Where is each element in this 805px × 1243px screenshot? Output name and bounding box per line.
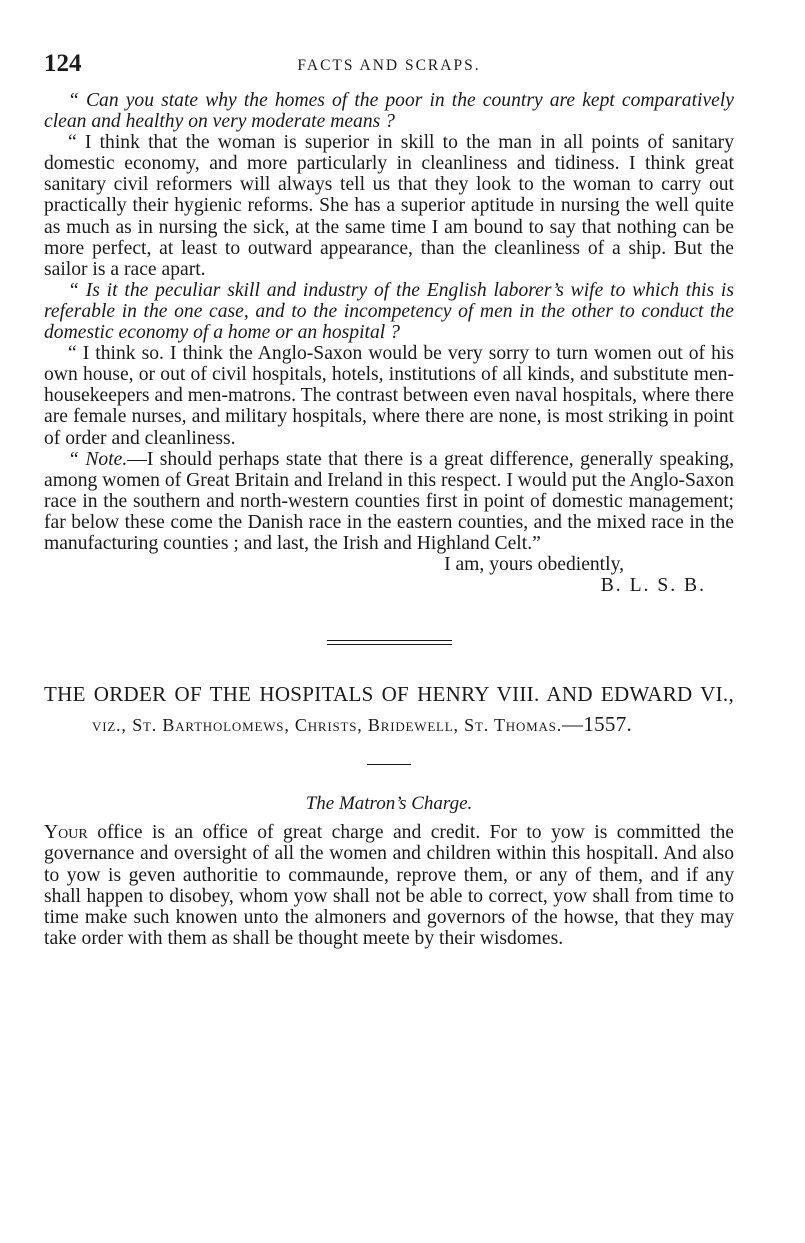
section-title-names: St. Bartholomews, Christs, Bridewell, St. Thomas. bbox=[132, 715, 563, 736]
note-label: “ Note. bbox=[68, 448, 128, 470]
charge-lead-word: Your bbox=[44, 822, 88, 844]
answer-paragraph: “ I think that the woman is superior in skill to the man in all points of sanitary domestic economy, and more particularly in cleanliness and tidiness. I think great sanitary civil reformers will always tell us that they look to the woman to carry out practically their hygienic reforms. She has a superior aptitude in nursing the well quite as much as in nursing the sick, at the same time I am bound to say that nothing can be more perfect, at least to outward appearance, than the cleanliness of a ship. But the sailor is a race apart. bbox=[44, 132, 734, 280]
question-paragraph: “ Can you state why the homes of the poor in the country are kept comparatively clean and healthy on very moderate means ? bbox=[44, 90, 734, 133]
page-number: 124 bbox=[44, 50, 82, 77]
note-paragraph bbox=[44, 449, 734, 554]
answer-paragraph: “ I think so. I think the Anglo-Saxon would be very sorry to turn women out of his own house, or out of civil hospitals, hotels, institutions of all kinds, and substitute men-housekeepers and men-matrons. The contrast between even naval hospitals, where there are female nurses, and military hospitals, where there are none, is most striking in point of order and cleanliness. bbox=[44, 343, 734, 449]
section-title-viz: viz., bbox=[92, 715, 127, 736]
section-title-year: —1557. bbox=[562, 712, 633, 737]
document-page bbox=[44, 50, 734, 949]
short-divider bbox=[367, 764, 411, 765]
section-divider bbox=[327, 640, 452, 645]
letter-closing: I am, yours obediently, bbox=[444, 554, 624, 576]
letter-signature: B. L. S. B. bbox=[600, 575, 706, 597]
note-text: —I should perhaps state that there is a great difference, generally speaking, among women of Great Britain and Ireland in this respect. I would put the Anglo-Saxon race in the southern and north-western counties first in point of domestic management; far below these come the Danish race in the eastern counties, and the mixed race in the manufacturing counties ; and last, the Irish and Highland Celt.” bbox=[44, 448, 734, 554]
page-header bbox=[44, 50, 734, 90]
question-paragraph: “ Is it the peculiar skill and industry of the English laborer’s wife to which this is referable in the one case, and to the incompetency of men in the other to conduct the domestic economy of a home or an hospital ? bbox=[44, 279, 734, 344]
section-title bbox=[44, 679, 734, 740]
letter-body bbox=[44, 90, 734, 596]
running-title: FACTS AND SCRAPS. bbox=[297, 57, 481, 74]
section-title-main: THE ORDER OF THE HOSPITALS OF HENRY VIII. AND EDWARD VI., bbox=[44, 682, 734, 707]
section-subheading: The Matron’s Charge. bbox=[305, 793, 473, 815]
charge-paragraph bbox=[44, 822, 734, 949]
charge-text: office is an office of great charge and credit. For to yow is committed the governance and oversight of all the women and children within this hospitall. And also to yow is geven authoritie to commaunde, reprove them, or any of them, and if any shall happen to disobey, whom yow shall not be able to correct, yow shall from time to time make such knowen unto the almoners and governors of the howse, that they may take order with them as shall be thought meete by their wisdomes. bbox=[44, 822, 734, 949]
